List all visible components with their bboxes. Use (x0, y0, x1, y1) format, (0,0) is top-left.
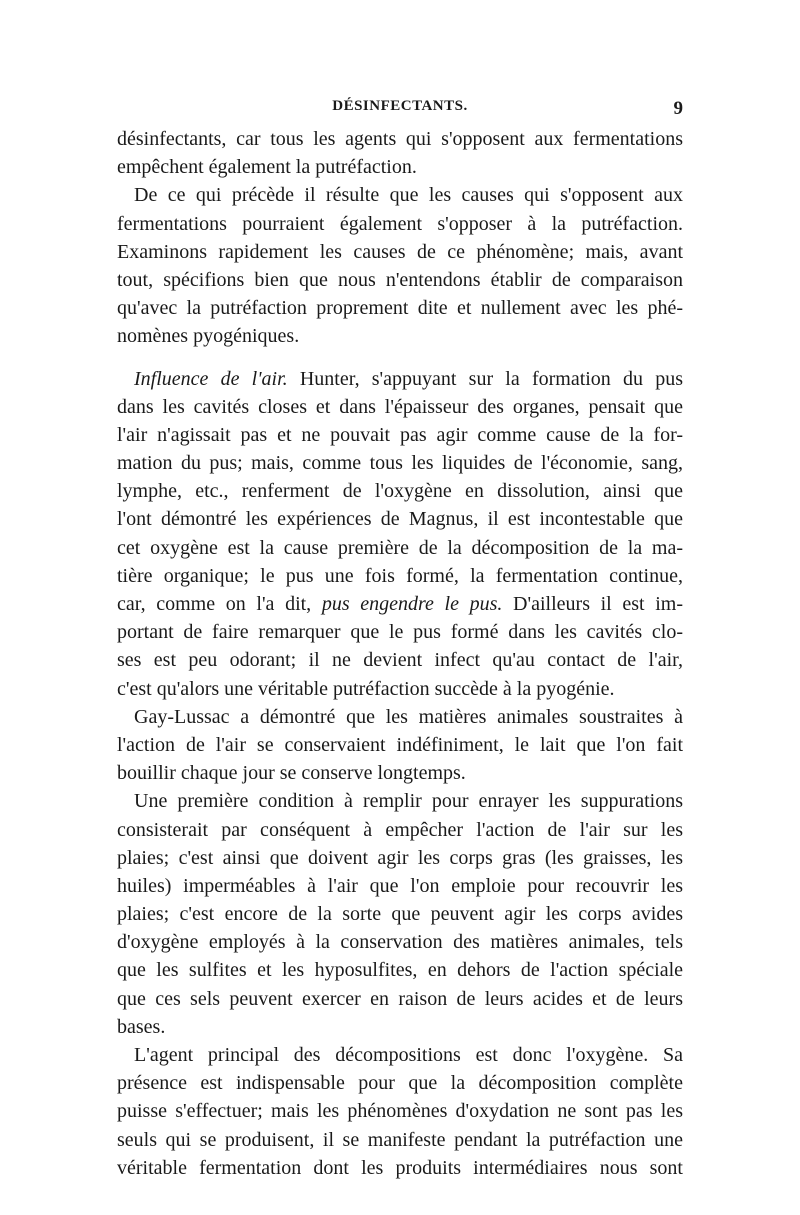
text-line: que les sulfites et les hyposulfites, en dehors de l'action spéciale (117, 959, 683, 982)
text-line: cet oxygène est la cause première de la décomposition de la ma- (117, 536, 683, 559)
text-line: De ce qui précède il résulte que les causes qui s'opposent aux (134, 184, 683, 207)
text-line: c'est qu'alors une véritable putréfaction succède à la pyogénie. (117, 677, 615, 700)
text-line: ses est peu odorant; il ne devient infect qu'au contact de l'air, (117, 649, 683, 672)
text-line: seuls qui se produisent, il se manifeste pendant la putréfaction une (117, 1128, 683, 1151)
text-fragment: D'ailleurs il est im- (502, 593, 683, 615)
text-line (117, 590, 683, 618)
section-heading: Influence de l'air. (134, 367, 288, 390)
running-head (117, 98, 683, 122)
text-line: Une première condition à remplir pour enrayer les suppurations (134, 790, 683, 813)
text-line: L'agent principal des décompositions est donc l'oxygène. Sa (134, 1044, 683, 1066)
text-line: tout, spécifions bien que nous n'entendons établir de comparaison (117, 268, 683, 291)
text-line: portant de faire remarquer que le pus formé dans les cavités clo- (117, 621, 683, 644)
text-line: présence est indispensable pour que la décomposition complète (117, 1072, 683, 1095)
text-line: l'air n'agissait pas et ne pouvait pas agir comme cause de la for- (117, 423, 683, 446)
text-line: lymphe, etc., renferment de l'oxygène en dissolution, ainsi que (117, 480, 683, 503)
text-line: Examinons rapidement les causes de ce phénomène; mais, avant (117, 240, 683, 263)
text-line: l'action de l'air se conservaient indéfiniment, le lait que l'on fait (117, 733, 683, 756)
text-line: fermentations pourraient également s'opposer à la putréfaction. (117, 212, 683, 235)
text-line: désinfectants, car tous les agents qui s'opposent aux fermentations (117, 128, 683, 150)
text-line: mation du pus; mais, comme tous les liquides de l'économie, sang, (117, 452, 683, 475)
text-fragment: Hunter, s'appuyant sur la formation du pus (287, 367, 683, 390)
text-line (117, 365, 683, 393)
text-line: bases. (117, 1015, 166, 1038)
text-line: puisse s'effectuer; mais les phénomènes d'oxydation ne sont pas les (117, 1100, 683, 1123)
page-number: 9 (673, 98, 683, 119)
text-line: d'oxygène employés à la conservation des matières animales, tels (117, 931, 683, 954)
text-line: consisterait par conséquent à empêcher l'action de l'air sur les (117, 818, 683, 841)
running-title: DÉSINFECTANTS. (332, 98, 468, 114)
text-line: l'ont démontré les expériences de Magnus, il est incontestable que (117, 508, 683, 531)
text-line: véritable fermentation dont les produits intermédiaires nous sont (117, 1156, 683, 1179)
text-line: empêchent également la putréfaction. (117, 156, 417, 179)
paragraph-gap (117, 351, 683, 365)
text-line: plaies; c'est ainsi que doivent agir les corps gras (les graisses, les (117, 846, 683, 869)
text-fragment: car, comme on l'a dit, (117, 593, 322, 615)
text-line: bouillir chaque jour se conserve longtemps. (117, 762, 466, 785)
text-line: qu'avec la putréfaction proprement dite et nullement avec les phé- (117, 297, 683, 320)
text-line: tière organique; le pus une fois formé, la fermentation continue, (117, 564, 683, 587)
quotation: pus engendre le pus. (321, 593, 503, 615)
body-text (117, 125, 683, 1182)
text-line: huiles) imperméables à l'air que l'on emploie pour recouvrir les (117, 874, 683, 897)
text-line: nomènes pyogéniques. (117, 325, 300, 348)
text-line: plaies; c'est encore de la sorte que peuvent agir les corps avides (117, 903, 683, 926)
text-line: Gay-Lussac a démontré que les matières animales soustraites à (134, 705, 683, 728)
text-line: dans les cavités closes et dans l'épaisseur des organes, pensait que (117, 395, 683, 418)
text-line: que ces sels peuvent exercer en raison de leurs acides et de leurs (117, 987, 683, 1010)
